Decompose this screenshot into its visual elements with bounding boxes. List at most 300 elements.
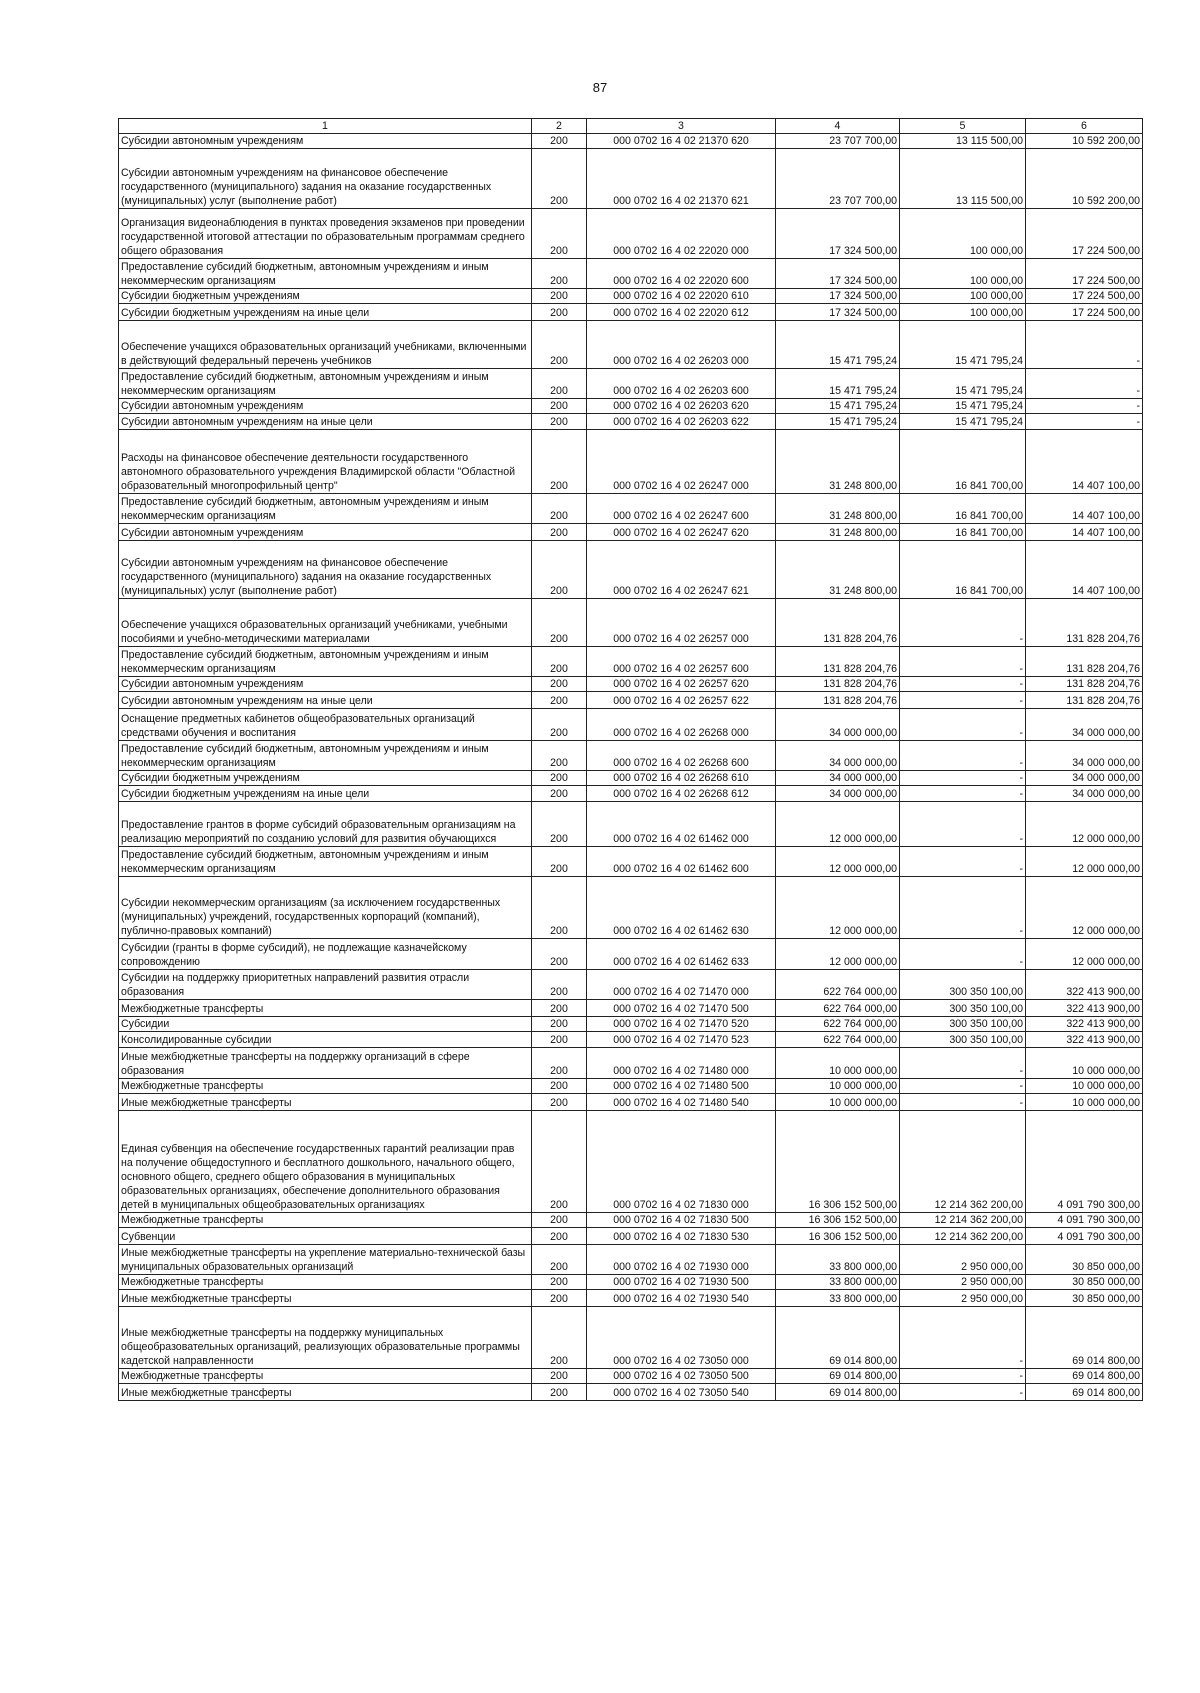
header-col-5: 5 xyxy=(900,119,1026,134)
row-budget-code-cell: 000 0702 16 4 02 26257 600 xyxy=(587,647,776,677)
row-budget-code-cell: 000 0702 16 4 02 26268 000 xyxy=(587,709,776,741)
row-indicator-cell: 200 xyxy=(532,1290,587,1307)
table-row xyxy=(119,1384,1143,1401)
row-remaining-amount-cell: 12 000 000,00 xyxy=(1026,802,1143,847)
row-approved-amount-cell: 17 324 500,00 xyxy=(776,259,900,289)
row-remaining-amount-cell: 10 592 200,00 xyxy=(1026,149,1143,209)
row-budget-code-cell: 000 0702 16 4 02 71480 500 xyxy=(587,1079,776,1094)
row-remaining-amount-cell: 4 091 790 300,00 xyxy=(1026,1111,1143,1213)
row-name-cell: Оснащение предметных кабинетов общеобразовательных организаций средствами обучения и воспитания xyxy=(119,709,532,741)
row-name-cell: Организация видеонаблюдения в пунктах проведения экзаменов при проведении государственной итоговой аттестации по образовательным программам среднего общего образования xyxy=(119,209,532,259)
table-row xyxy=(119,1213,1143,1228)
row-remaining-amount-cell: 69 014 800,00 xyxy=(1026,1384,1143,1401)
row-name-cell: Иные межбюджетные трансферты xyxy=(119,1094,532,1111)
row-remaining-amount-cell: 17 224 500,00 xyxy=(1026,209,1143,259)
row-indicator-cell: 200 xyxy=(532,134,587,149)
row-budget-code-cell: 000 0702 16 4 02 26247 000 xyxy=(587,430,776,494)
row-budget-code-cell: 000 0702 16 4 02 22020 000 xyxy=(587,209,776,259)
row-budget-code-cell: 000 0702 16 4 02 71930 540 xyxy=(587,1290,776,1307)
row-executed-amount-cell: 12 214 362 200,00 xyxy=(900,1111,1026,1213)
row-remaining-amount-cell: 322 413 900,00 xyxy=(1026,1017,1143,1032)
row-approved-amount-cell: 23 707 700,00 xyxy=(776,134,900,149)
table-row xyxy=(119,1111,1143,1213)
row-executed-amount-cell: - xyxy=(900,1307,1026,1369)
row-name-cell: Субсидии бюджетным учреждениям xyxy=(119,289,532,304)
row-remaining-amount-cell: 34 000 000,00 xyxy=(1026,709,1143,741)
row-budget-code-cell: 000 0702 16 4 02 71480 000 xyxy=(587,1048,776,1079)
table-row xyxy=(119,786,1143,802)
table-row xyxy=(119,741,1143,771)
row-indicator-cell: 200 xyxy=(532,369,587,399)
row-indicator-cell: 200 xyxy=(532,1384,587,1401)
row-budget-code-cell: 000 0702 16 4 02 26203 600 xyxy=(587,369,776,399)
table-row xyxy=(119,1079,1143,1094)
row-executed-amount-cell: - xyxy=(900,647,1026,677)
row-name-cell: Иные межбюджетные трансферты на укрепление материально-технической базы муниципальных образовательных организаций xyxy=(119,1245,532,1275)
row-name-cell: Субсидии автономным учреждениям xyxy=(119,134,532,149)
row-approved-amount-cell: 131 828 204,76 xyxy=(776,647,900,677)
table-row xyxy=(119,1290,1143,1307)
row-budget-code-cell: 000 0702 16 4 02 71930 000 xyxy=(587,1245,776,1275)
row-executed-amount-cell: - xyxy=(900,692,1026,709)
row-budget-code-cell: 000 0702 16 4 02 71830 500 xyxy=(587,1213,776,1228)
row-indicator-cell: 200 xyxy=(532,647,587,677)
row-indicator-cell: 200 xyxy=(532,709,587,741)
row-approved-amount-cell: 34 000 000,00 xyxy=(776,771,900,786)
row-executed-amount-cell: 2 950 000,00 xyxy=(900,1275,1026,1290)
table-row xyxy=(119,1228,1143,1245)
row-executed-amount-cell: 2 950 000,00 xyxy=(900,1290,1026,1307)
row-remaining-amount-cell: 10 592 200,00 xyxy=(1026,134,1143,149)
row-approved-amount-cell: 16 306 152 500,00 xyxy=(776,1228,900,1245)
row-indicator-cell: 200 xyxy=(532,541,587,599)
row-remaining-amount-cell: 34 000 000,00 xyxy=(1026,741,1143,771)
table-row xyxy=(119,1369,1143,1384)
row-approved-amount-cell: 16 306 152 500,00 xyxy=(776,1111,900,1213)
row-budget-code-cell: 000 0702 16 4 02 26268 612 xyxy=(587,786,776,802)
row-budget-code-cell: 000 0702 16 4 02 22020 612 xyxy=(587,304,776,321)
row-remaining-amount-cell: 14 407 100,00 xyxy=(1026,430,1143,494)
row-indicator-cell: 200 xyxy=(532,939,587,970)
row-executed-amount-cell: - xyxy=(900,1079,1026,1094)
row-executed-amount-cell: - xyxy=(900,1094,1026,1111)
row-name-cell: Межбюджетные трансферты xyxy=(119,1079,532,1094)
row-name-cell: Субсидии автономным учреждениям xyxy=(119,399,532,414)
row-approved-amount-cell: 10 000 000,00 xyxy=(776,1094,900,1111)
row-budget-code-cell: 000 0702 16 4 02 61462 600 xyxy=(587,847,776,877)
row-indicator-cell: 200 xyxy=(532,1000,587,1017)
row-remaining-amount-cell: 131 828 204,76 xyxy=(1026,692,1143,709)
row-budget-code-cell: 000 0702 16 4 02 61462 633 xyxy=(587,939,776,970)
row-indicator-cell: 200 xyxy=(532,209,587,259)
row-executed-amount-cell: 13 115 500,00 xyxy=(900,134,1026,149)
row-executed-amount-cell: 12 214 362 200,00 xyxy=(900,1213,1026,1228)
row-remaining-amount-cell: 69 014 800,00 xyxy=(1026,1369,1143,1384)
row-name-cell: Консолидированные субсидии xyxy=(119,1032,532,1048)
row-approved-amount-cell: 69 014 800,00 xyxy=(776,1369,900,1384)
row-budget-code-cell: 000 0702 16 4 02 26203 622 xyxy=(587,414,776,430)
row-executed-amount-cell: - xyxy=(900,771,1026,786)
table-row xyxy=(119,369,1143,399)
row-executed-amount-cell: 12 214 362 200,00 xyxy=(900,1228,1026,1245)
row-name-cell: Обеспечение учащихся образовательных организаций учебниками, учебными пособиями и учебно-методическими материалами xyxy=(119,599,532,647)
row-name-cell: Межбюджетные трансферты xyxy=(119,1369,532,1384)
row-name-cell: Субсидии автономным учреждениям на иные цели xyxy=(119,414,532,430)
row-approved-amount-cell: 15 471 795,24 xyxy=(776,414,900,430)
row-budget-code-cell: 000 0702 16 4 02 61462 630 xyxy=(587,877,776,939)
row-approved-amount-cell: 622 764 000,00 xyxy=(776,970,900,1000)
row-name-cell: Иные межбюджетные трансферты xyxy=(119,1290,532,1307)
row-executed-amount-cell: - xyxy=(900,786,1026,802)
row-remaining-amount-cell: 12 000 000,00 xyxy=(1026,877,1143,939)
table-row xyxy=(119,149,1143,209)
row-indicator-cell: 200 xyxy=(532,1369,587,1384)
row-executed-amount-cell: 300 350 100,00 xyxy=(900,1032,1026,1048)
row-executed-amount-cell: - xyxy=(900,847,1026,877)
row-executed-amount-cell: 300 350 100,00 xyxy=(900,970,1026,1000)
row-name-cell: Предоставление грантов в форме субсидий образовательным организациям на реализацию мероприятий по созданию условий для развития обучающихся xyxy=(119,802,532,847)
row-name-cell: Межбюджетные трансферты xyxy=(119,1275,532,1290)
row-name-cell: Обеспечение учащихся образовательных организаций учебниками, включенными в действующий федеральный перечень учебников xyxy=(119,321,532,369)
row-indicator-cell: 200 xyxy=(532,524,587,541)
row-budget-code-cell: 000 0702 16 4 02 26268 610 xyxy=(587,771,776,786)
row-budget-code-cell: 000 0702 16 4 02 73050 000 xyxy=(587,1307,776,1369)
row-indicator-cell: 200 xyxy=(532,1228,587,1245)
table-row xyxy=(119,209,1143,259)
row-remaining-amount-cell: 17 224 500,00 xyxy=(1026,259,1143,289)
row-remaining-amount-cell: 12 000 000,00 xyxy=(1026,847,1143,877)
row-executed-amount-cell: - xyxy=(900,599,1026,647)
row-executed-amount-cell: - xyxy=(900,802,1026,847)
row-indicator-cell: 200 xyxy=(532,1245,587,1275)
row-executed-amount-cell: 16 841 700,00 xyxy=(900,430,1026,494)
row-remaining-amount-cell: 17 224 500,00 xyxy=(1026,289,1143,304)
row-remaining-amount-cell: 30 850 000,00 xyxy=(1026,1275,1143,1290)
row-remaining-amount-cell: 10 000 000,00 xyxy=(1026,1094,1143,1111)
row-executed-amount-cell: 100 000,00 xyxy=(900,209,1026,259)
row-name-cell: Предоставление субсидий бюджетным, автономным учреждениям и иным некоммерческим организациям xyxy=(119,259,532,289)
row-executed-amount-cell: 13 115 500,00 xyxy=(900,149,1026,209)
row-indicator-cell: 200 xyxy=(532,304,587,321)
row-indicator-cell: 200 xyxy=(532,1213,587,1228)
row-name-cell: Субсидии xyxy=(119,1017,532,1032)
row-name-cell: Субсидии некоммерческим организациям (за исключением государственных (муниципальных) учреждений, государственных корпораций (компаний), публично-правовых компаний) xyxy=(119,877,532,939)
row-remaining-amount-cell: 4 091 790 300,00 xyxy=(1026,1213,1143,1228)
row-name-cell: Субвенции xyxy=(119,1228,532,1245)
table-row xyxy=(119,599,1143,647)
row-executed-amount-cell: 300 350 100,00 xyxy=(900,1000,1026,1017)
row-indicator-cell: 200 xyxy=(532,1094,587,1111)
row-remaining-amount-cell: 14 407 100,00 xyxy=(1026,524,1143,541)
table-row xyxy=(119,494,1143,524)
row-remaining-amount-cell: 131 828 204,76 xyxy=(1026,599,1143,647)
row-remaining-amount-cell: 322 413 900,00 xyxy=(1026,970,1143,1000)
row-remaining-amount-cell: - xyxy=(1026,414,1143,430)
row-remaining-amount-cell: 10 000 000,00 xyxy=(1026,1079,1143,1094)
row-approved-amount-cell: 34 000 000,00 xyxy=(776,709,900,741)
row-executed-amount-cell: 2 950 000,00 xyxy=(900,1245,1026,1275)
row-budget-code-cell: 000 0702 16 4 02 21370 620 xyxy=(587,134,776,149)
row-approved-amount-cell: 31 248 800,00 xyxy=(776,494,900,524)
header-col-4: 4 xyxy=(776,119,900,134)
row-remaining-amount-cell: 12 000 000,00 xyxy=(1026,939,1143,970)
table-row xyxy=(119,541,1143,599)
row-indicator-cell: 200 xyxy=(532,802,587,847)
row-approved-amount-cell: 15 471 795,24 xyxy=(776,369,900,399)
row-approved-amount-cell: 622 764 000,00 xyxy=(776,1032,900,1048)
row-indicator-cell: 200 xyxy=(532,430,587,494)
row-approved-amount-cell: 33 800 000,00 xyxy=(776,1245,900,1275)
row-indicator-cell: 200 xyxy=(532,847,587,877)
table-row xyxy=(119,771,1143,786)
row-approved-amount-cell: 69 014 800,00 xyxy=(776,1384,900,1401)
table-row xyxy=(119,1275,1143,1290)
table-row xyxy=(119,1094,1143,1111)
row-remaining-amount-cell: 30 850 000,00 xyxy=(1026,1290,1143,1307)
row-executed-amount-cell: - xyxy=(900,709,1026,741)
table-row xyxy=(119,1017,1143,1032)
row-approved-amount-cell: 34 000 000,00 xyxy=(776,786,900,802)
row-budget-code-cell: 000 0702 16 4 02 71470 000 xyxy=(587,970,776,1000)
row-name-cell: Субсидии бюджетным учреждениям xyxy=(119,771,532,786)
row-remaining-amount-cell: 34 000 000,00 xyxy=(1026,786,1143,802)
row-indicator-cell: 200 xyxy=(532,289,587,304)
table-row xyxy=(119,802,1143,847)
table-row xyxy=(119,692,1143,709)
row-budget-code-cell: 000 0702 16 4 02 26247 620 xyxy=(587,524,776,541)
row-remaining-amount-cell: 4 091 790 300,00 xyxy=(1026,1228,1143,1245)
table-row xyxy=(119,1032,1143,1048)
row-remaining-amount-cell: 322 413 900,00 xyxy=(1026,1032,1143,1048)
table-row xyxy=(119,847,1143,877)
table-row xyxy=(119,939,1143,970)
row-indicator-cell: 200 xyxy=(532,970,587,1000)
row-approved-amount-cell: 17 324 500,00 xyxy=(776,304,900,321)
row-executed-amount-cell: - xyxy=(900,1369,1026,1384)
row-remaining-amount-cell: 322 413 900,00 xyxy=(1026,1000,1143,1017)
row-approved-amount-cell: 34 000 000,00 xyxy=(776,741,900,771)
row-name-cell: Предоставление субсидий бюджетным, автономным учреждениям и иным некоммерческим организациям xyxy=(119,494,532,524)
row-budget-code-cell: 000 0702 16 4 02 26257 622 xyxy=(587,692,776,709)
row-budget-code-cell: 000 0702 16 4 02 61462 000 xyxy=(587,802,776,847)
table-row xyxy=(119,304,1143,321)
row-name-cell: Предоставление субсидий бюджетным, автономным учреждениям и иным некоммерческим организациям xyxy=(119,369,532,399)
row-budget-code-cell: 000 0702 16 4 02 71470 500 xyxy=(587,1000,776,1017)
row-approved-amount-cell: 131 828 204,76 xyxy=(776,677,900,692)
table-row xyxy=(119,709,1143,741)
row-remaining-amount-cell: 10 000 000,00 xyxy=(1026,1048,1143,1079)
row-remaining-amount-cell: 131 828 204,76 xyxy=(1026,677,1143,692)
row-budget-code-cell: 000 0702 16 4 02 21370 621 xyxy=(587,149,776,209)
row-indicator-cell: 200 xyxy=(532,1079,587,1094)
row-remaining-amount-cell: - xyxy=(1026,369,1143,399)
row-remaining-amount-cell: - xyxy=(1026,321,1143,369)
table-row xyxy=(119,134,1143,149)
row-name-cell: Межбюджетные трансферты xyxy=(119,1213,532,1228)
row-name-cell: Субсидии автономным учреждениям на финансовое обеспечение государственного (муниципального) задания на оказание государственных (муниципальных) услуг (выполнение работ) xyxy=(119,149,532,209)
row-budget-code-cell: 000 0702 16 4 02 71830 530 xyxy=(587,1228,776,1245)
row-indicator-cell: 200 xyxy=(532,741,587,771)
row-indicator-cell: 200 xyxy=(532,599,587,647)
row-budget-code-cell: 000 0702 16 4 02 22020 600 xyxy=(587,259,776,289)
table-body xyxy=(119,134,1143,1401)
row-approved-amount-cell: 31 248 800,00 xyxy=(776,430,900,494)
row-indicator-cell: 200 xyxy=(532,771,587,786)
row-name-cell: Предоставление субсидий бюджетным, автономным учреждениям и иным некоммерческим организациям xyxy=(119,847,532,877)
row-name-cell: Субсидии автономным учреждениям xyxy=(119,524,532,541)
row-name-cell: Субсидии бюджетным учреждениям на иные цели xyxy=(119,786,532,802)
row-name-cell: Предоставление субсидий бюджетным, автономным учреждениям и иным некоммерческим организациям xyxy=(119,741,532,771)
table-row xyxy=(119,289,1143,304)
row-budget-code-cell: 000 0702 16 4 02 71930 500 xyxy=(587,1275,776,1290)
row-executed-amount-cell: - xyxy=(900,939,1026,970)
row-executed-amount-cell: - xyxy=(900,677,1026,692)
table-row xyxy=(119,414,1143,430)
row-executed-amount-cell: - xyxy=(900,1384,1026,1401)
row-executed-amount-cell: 16 841 700,00 xyxy=(900,524,1026,541)
row-executed-amount-cell: 100 000,00 xyxy=(900,259,1026,289)
row-budget-code-cell: 000 0702 16 4 02 26268 600 xyxy=(587,741,776,771)
row-name-cell: Субсидии автономным учреждениям на финансовое обеспечение государственного (муниципального) задания на оказание государственных (муниципальных) услуг (выполнение работ) xyxy=(119,541,532,599)
row-executed-amount-cell: 15 471 795,24 xyxy=(900,369,1026,399)
row-approved-amount-cell: 23 707 700,00 xyxy=(776,149,900,209)
table-row xyxy=(119,677,1143,692)
row-approved-amount-cell: 31 248 800,00 xyxy=(776,524,900,541)
row-approved-amount-cell: 10 000 000,00 xyxy=(776,1079,900,1094)
row-executed-amount-cell: 15 471 795,24 xyxy=(900,399,1026,414)
row-name-cell: Иные межбюджетные трансферты на поддержку организаций в сфере образования xyxy=(119,1048,532,1079)
row-budget-code-cell: 000 0702 16 4 02 73050 540 xyxy=(587,1384,776,1401)
row-executed-amount-cell: - xyxy=(900,741,1026,771)
row-indicator-cell: 200 xyxy=(532,677,587,692)
row-executed-amount-cell: 16 841 700,00 xyxy=(900,494,1026,524)
row-budget-code-cell: 000 0702 16 4 02 26247 621 xyxy=(587,541,776,599)
row-indicator-cell: 200 xyxy=(532,1275,587,1290)
row-indicator-cell: 200 xyxy=(532,1017,587,1032)
row-indicator-cell: 200 xyxy=(532,1048,587,1079)
row-approved-amount-cell: 12 000 000,00 xyxy=(776,847,900,877)
row-approved-amount-cell: 17 324 500,00 xyxy=(776,209,900,259)
row-approved-amount-cell: 131 828 204,76 xyxy=(776,599,900,647)
row-name-cell: Субсидии автономным учреждениям на иные цели xyxy=(119,692,532,709)
table-row xyxy=(119,1000,1143,1017)
row-indicator-cell: 200 xyxy=(532,1111,587,1213)
row-budget-code-cell: 000 0702 16 4 02 26247 600 xyxy=(587,494,776,524)
row-executed-amount-cell: 15 471 795,24 xyxy=(900,321,1026,369)
row-remaining-amount-cell: 17 224 500,00 xyxy=(1026,304,1143,321)
row-indicator-cell: 200 xyxy=(532,877,587,939)
header-col-1: 1 xyxy=(119,119,532,134)
row-budget-code-cell: 000 0702 16 4 02 26203 000 xyxy=(587,321,776,369)
table-row xyxy=(119,1307,1143,1369)
row-approved-amount-cell: 69 014 800,00 xyxy=(776,1307,900,1369)
table-row xyxy=(119,321,1143,369)
row-executed-amount-cell: - xyxy=(900,877,1026,939)
table-row xyxy=(119,524,1143,541)
table-row xyxy=(119,259,1143,289)
row-approved-amount-cell: 131 828 204,76 xyxy=(776,692,900,709)
row-indicator-cell: 200 xyxy=(532,399,587,414)
page-number: 87 xyxy=(592,80,608,95)
row-approved-amount-cell: 12 000 000,00 xyxy=(776,939,900,970)
row-budget-code-cell: 000 0702 16 4 02 71480 540 xyxy=(587,1094,776,1111)
row-indicator-cell: 200 xyxy=(532,1032,587,1048)
row-name-cell: Иные межбюджетные трансферты xyxy=(119,1384,532,1401)
row-budget-code-cell: 000 0702 16 4 02 71470 523 xyxy=(587,1032,776,1048)
row-name-cell: Субсидии бюджетным учреждениям на иные цели xyxy=(119,304,532,321)
row-remaining-amount-cell: 131 828 204,76 xyxy=(1026,647,1143,677)
row-indicator-cell: 200 xyxy=(532,149,587,209)
row-indicator-cell: 200 xyxy=(532,786,587,802)
row-name-cell: Межбюджетные трансферты xyxy=(119,1000,532,1017)
table-row xyxy=(119,399,1143,414)
row-budget-code-cell: 000 0702 16 4 02 73050 500 xyxy=(587,1369,776,1384)
row-budget-code-cell: 000 0702 16 4 02 26203 620 xyxy=(587,399,776,414)
row-remaining-amount-cell: 14 407 100,00 xyxy=(1026,541,1143,599)
row-executed-amount-cell: 100 000,00 xyxy=(900,289,1026,304)
row-remaining-amount-cell: 30 850 000,00 xyxy=(1026,1245,1143,1275)
row-name-cell: Субсидии автономным учреждениям xyxy=(119,677,532,692)
row-remaining-amount-cell: 69 014 800,00 xyxy=(1026,1307,1143,1369)
budget-table xyxy=(118,118,1143,1401)
row-budget-code-cell: 000 0702 16 4 02 71830 000 xyxy=(587,1111,776,1213)
table-row xyxy=(119,877,1143,939)
row-approved-amount-cell: 622 764 000,00 xyxy=(776,1017,900,1032)
row-approved-amount-cell: 17 324 500,00 xyxy=(776,289,900,304)
row-remaining-amount-cell: 34 000 000,00 xyxy=(1026,771,1143,786)
row-remaining-amount-cell: - xyxy=(1026,399,1143,414)
row-approved-amount-cell: 15 471 795,24 xyxy=(776,399,900,414)
row-executed-amount-cell: 16 841 700,00 xyxy=(900,541,1026,599)
row-approved-amount-cell: 12 000 000,00 xyxy=(776,802,900,847)
row-name-cell: Расходы на финансовое обеспечение деятельности государственного автономного образовательного учреждения Владимирской области "Областной образовательный многопрофильный центр" xyxy=(119,430,532,494)
row-budget-code-cell: 000 0702 16 4 02 26257 620 xyxy=(587,677,776,692)
table-row xyxy=(119,430,1143,494)
row-indicator-cell: 200 xyxy=(532,259,587,289)
row-indicator-cell: 200 xyxy=(532,494,587,524)
row-executed-amount-cell: - xyxy=(900,1048,1026,1079)
row-approved-amount-cell: 10 000 000,00 xyxy=(776,1048,900,1079)
row-name-cell: Единая субвенция на обеспечение государственных гарантий реализации прав на получение общедоступного и бесплатного дошкольного, начального общего, основного общего, среднего общего образования в муниципальных образовательных организациях, обеспечение дополнительного образования детей в муниципальных общеобразовательных организациях xyxy=(119,1111,532,1213)
row-name-cell: Субсидии (гранты в форме субсидий), не подлежащие казначейскому сопровождению xyxy=(119,939,532,970)
row-approved-amount-cell: 31 248 800,00 xyxy=(776,541,900,599)
row-name-cell: Иные межбюджетные трансферты на поддержку муниципальных общеобразовательных организаций, реализующих образовательные программы кадетской направленности xyxy=(119,1307,532,1369)
table-row xyxy=(119,1048,1143,1079)
row-budget-code-cell: 000 0702 16 4 02 26257 000 xyxy=(587,599,776,647)
row-approved-amount-cell: 33 800 000,00 xyxy=(776,1275,900,1290)
row-approved-amount-cell: 15 471 795,24 xyxy=(776,321,900,369)
row-indicator-cell: 200 xyxy=(532,692,587,709)
row-executed-amount-cell: 300 350 100,00 xyxy=(900,1017,1026,1032)
row-budget-code-cell: 000 0702 16 4 02 71470 520 xyxy=(587,1017,776,1032)
header-col-6: 6 xyxy=(1026,119,1143,134)
row-remaining-amount-cell: 14 407 100,00 xyxy=(1026,494,1143,524)
table-header-row xyxy=(119,119,1143,134)
row-indicator-cell: 200 xyxy=(532,1307,587,1369)
row-executed-amount-cell: 100 000,00 xyxy=(900,304,1026,321)
table-row xyxy=(119,1245,1143,1275)
row-approved-amount-cell: 16 306 152 500,00 xyxy=(776,1213,900,1228)
row-name-cell: Предоставление субсидий бюджетным, автономным учреждениям и иным некоммерческим организациям xyxy=(119,647,532,677)
row-approved-amount-cell: 622 764 000,00 xyxy=(776,1000,900,1017)
row-name-cell: Субсидии на поддержку приоритетных направлений развития отрасли образования xyxy=(119,970,532,1000)
table-row xyxy=(119,647,1143,677)
row-approved-amount-cell: 12 000 000,00 xyxy=(776,877,900,939)
row-indicator-cell: 200 xyxy=(532,321,587,369)
row-indicator-cell: 200 xyxy=(532,414,587,430)
row-approved-amount-cell: 33 800 000,00 xyxy=(776,1290,900,1307)
row-executed-amount-cell: 15 471 795,24 xyxy=(900,414,1026,430)
